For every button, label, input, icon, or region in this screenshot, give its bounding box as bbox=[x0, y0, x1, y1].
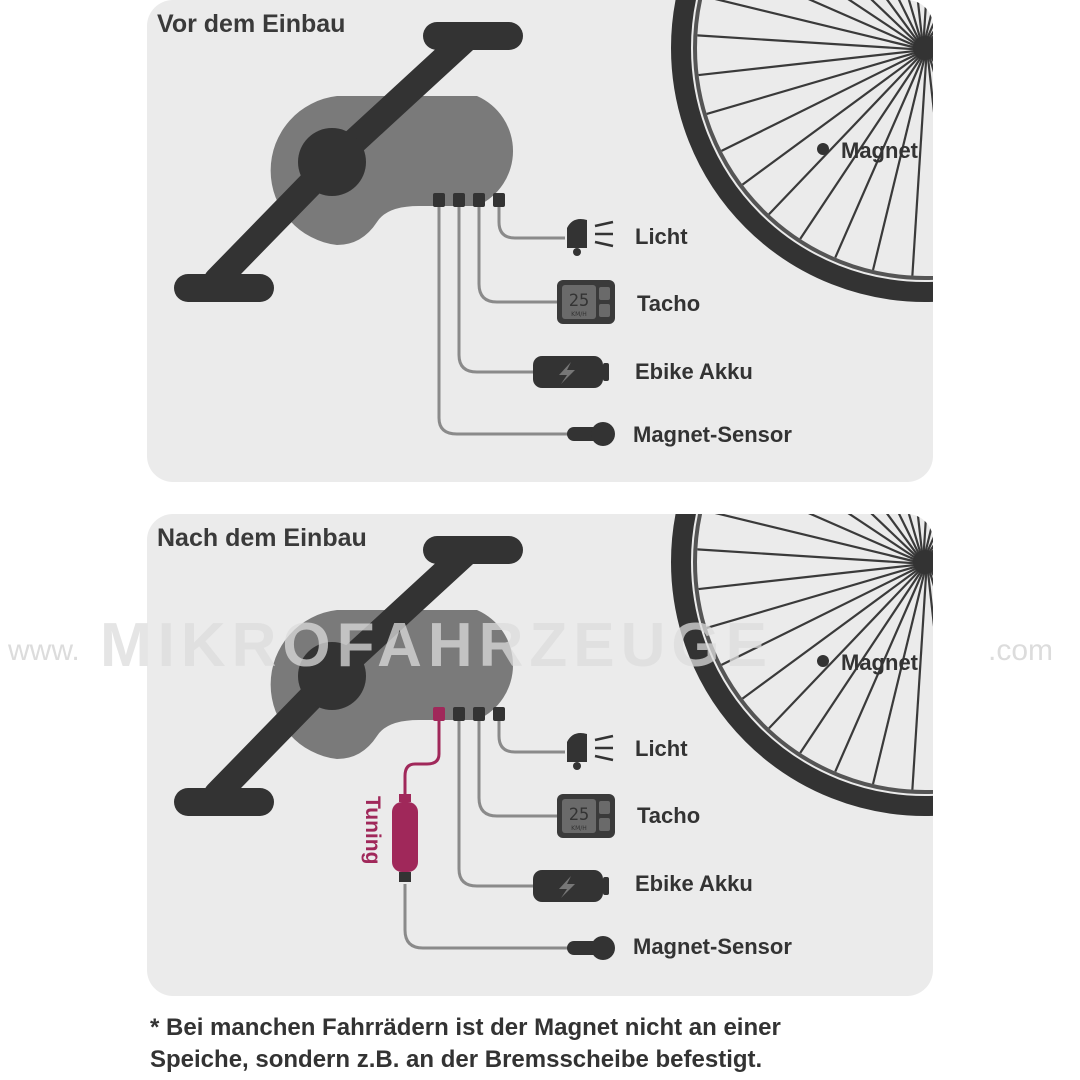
wheel-spoke bbox=[912, 572, 926, 790]
magnet-label: Magnet bbox=[841, 650, 918, 675]
akku-label: Ebike Akku bbox=[635, 871, 753, 896]
footnote-line-2: Speiche, sondern z.B. an der Bremsscheibe befestigt. bbox=[150, 1046, 763, 1073]
wheel-spoke bbox=[912, 58, 926, 276]
drive-unit-diagram bbox=[147, 0, 933, 482]
tuning-label: Tuning bbox=[361, 796, 384, 865]
wheel-spoke bbox=[697, 549, 915, 563]
footnote-line-1: * Bei manchen Fahrrädern ist der Magnet nicht an einer bbox=[150, 1014, 781, 1041]
tacho-unit: KM/H bbox=[571, 311, 587, 318]
bottom-bracket bbox=[298, 128, 366, 196]
tacho-icon bbox=[557, 794, 615, 838]
after-installation-panel bbox=[147, 514, 933, 996]
cable-tacho bbox=[479, 721, 557, 816]
tacho-speed: 25 bbox=[568, 805, 590, 825]
tacho-unit: KM/H bbox=[571, 825, 587, 832]
cable-licht bbox=[499, 207, 565, 238]
wheel-spoke bbox=[742, 55, 918, 184]
cable-akku bbox=[459, 207, 537, 372]
tacho-label: Tacho bbox=[637, 803, 701, 828]
panel-title: Vor dem Einbau bbox=[157, 10, 346, 38]
wheel-spoke bbox=[932, 569, 933, 745]
cable-licht bbox=[499, 721, 565, 752]
light-icon bbox=[567, 733, 613, 770]
panel-title: Nach dem Einbau bbox=[157, 524, 367, 552]
cable-akku bbox=[459, 721, 537, 886]
sensor-label: Magnet-Sensor bbox=[633, 422, 792, 447]
pedal-lower bbox=[174, 788, 274, 816]
tacho-label: Tacho bbox=[637, 291, 701, 316]
tuning-module bbox=[392, 721, 439, 882]
magnet-sensor-icon bbox=[567, 936, 615, 960]
wheel-spoke bbox=[742, 569, 918, 698]
wheel-spoke bbox=[928, 58, 933, 275]
wheel-spoke bbox=[924, 0, 933, 38]
battery-icon bbox=[533, 870, 609, 902]
wheel-spoke bbox=[822, 514, 919, 554]
magnet-dot bbox=[817, 143, 829, 155]
svg-text:.com: .com bbox=[988, 634, 1054, 667]
cables bbox=[439, 207, 577, 434]
cables bbox=[405, 721, 577, 948]
wheel-spoke bbox=[924, 514, 933, 552]
sensor-label: Magnet-Sensor bbox=[633, 934, 792, 959]
pedal-upper bbox=[423, 536, 523, 564]
licht-label: Licht bbox=[635, 736, 688, 761]
battery-icon bbox=[533, 356, 609, 388]
wheel-spoke bbox=[932, 55, 933, 231]
magnet-sensor-icon bbox=[567, 422, 615, 446]
cable-tacho bbox=[479, 207, 557, 302]
wheel-spoke bbox=[822, 0, 919, 40]
light-icon bbox=[567, 219, 613, 256]
wheel-spoke bbox=[928, 572, 933, 789]
bottom-bracket bbox=[298, 642, 366, 710]
magnet-label: Magnet bbox=[841, 138, 918, 163]
wheel-spoke bbox=[697, 35, 915, 49]
pedal-upper bbox=[423, 22, 523, 50]
pedal-lower bbox=[174, 274, 274, 302]
svg-text:MIKROFAHRZEUGE: MIKROFAHRZEUGE bbox=[100, 611, 773, 680]
footnote bbox=[150, 1012, 1030, 1076]
licht-label: Licht bbox=[635, 224, 688, 249]
wheel-spoke bbox=[769, 56, 920, 214]
svg-text:www.: www. bbox=[8, 634, 80, 667]
magnet-dot bbox=[817, 655, 829, 667]
akku-label: Ebike Akku bbox=[635, 359, 753, 384]
drive-unit-diagram-tuned bbox=[147, 514, 933, 996]
tacho-speed: 25 bbox=[568, 291, 590, 311]
tacho-icon bbox=[557, 280, 615, 324]
before-installation-panel bbox=[147, 0, 933, 482]
